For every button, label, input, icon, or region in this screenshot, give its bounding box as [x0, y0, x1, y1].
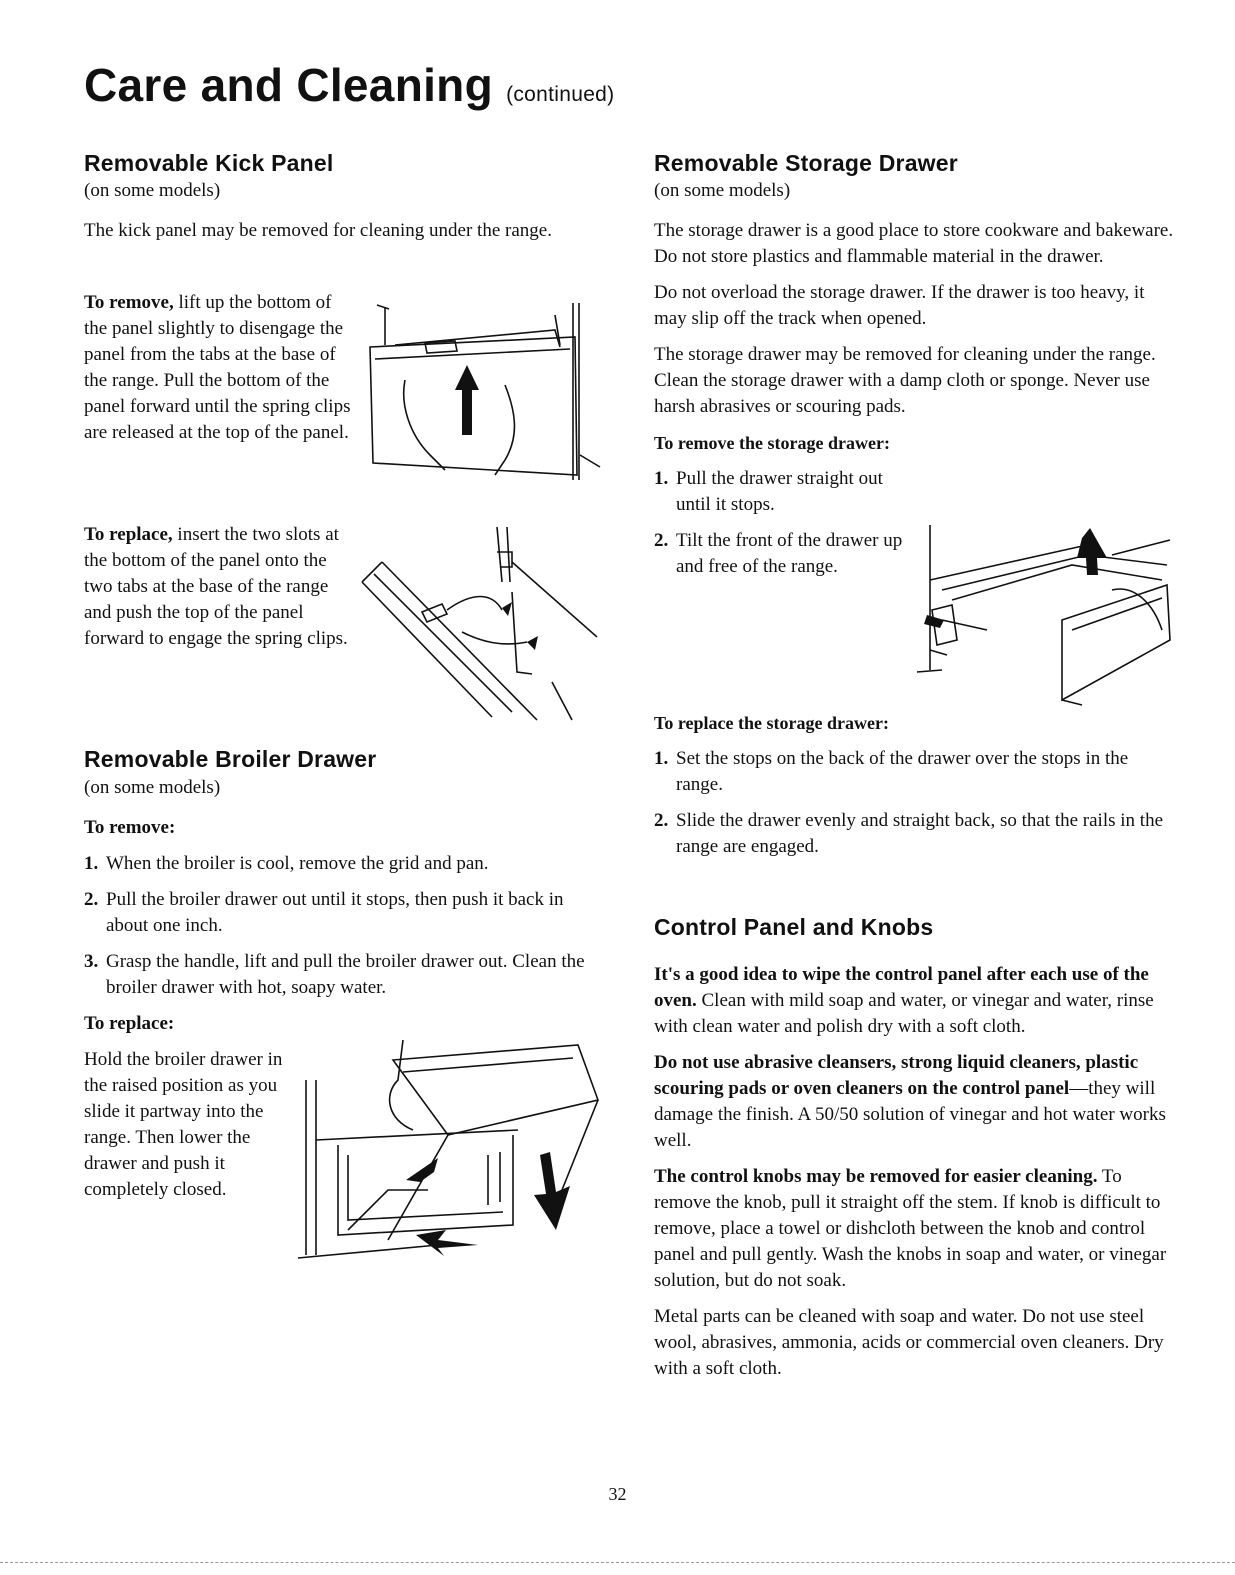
- storage-p3: The storage drawer may be removed for cleaning under the range. Clean the storage drawer with a damp cloth or sponge. Never use harsh abrasives or scouring pads.: [654, 344, 1156, 417]
- kick-panel-remove: [84, 290, 356, 456]
- kick-replace-lead: To replace,: [84, 524, 173, 545]
- list-item: 2. Slide the drawer evenly and straight back, so that the rails in the range are engaged.: [654, 810, 1163, 857]
- kick-remove-text: lift up the bottom of the panel slightly to disengage the panel from the tabs at the base of the range. Pull the bottom of the panel forward until the spring clips are released at the top of the panel.: [84, 292, 351, 443]
- list-item: 1. Pull the drawer straight out until it stops.: [654, 468, 883, 515]
- list-item: 2. Tilt the front of the drawer up and free of the range.: [654, 530, 903, 577]
- storage-replace-lead: To replace the storage drawer:: [654, 713, 889, 733]
- kick-remove-lead: To remove,: [84, 292, 174, 313]
- control-p2-lead: Do not use abrasive cleansers, strong liquid cleaners, plastic scouring pads or oven cleaners on the control panel: [654, 1052, 1139, 1099]
- broiler-sub: (on some models): [84, 777, 221, 798]
- list-item: 1. When the broiler is cool, remove the grid and pan.: [84, 853, 489, 874]
- storage-remove-steps: [654, 466, 914, 580]
- storage-p2: Do not overload the storage drawer. If the drawer is too heavy, it may slip off the track when opened.: [654, 282, 1145, 329]
- page-title-text: Care and Cleaning: [84, 59, 493, 111]
- kick-panel-replace: [84, 522, 356, 662]
- list-item: 3. Grasp the handle, lift and pull the broiler drawer out. Clean the broiler drawer with hot, soapy water.: [84, 951, 585, 998]
- kick-panel-sub: (on some models): [84, 180, 221, 201]
- control-p4: Metal parts can be cleaned with soap and water. Do not use steel wool, abrasives, ammonia, acids or commercial oven cleaners. Dry with a soft cloth.: [654, 1306, 1164, 1379]
- storage-remove-lead: To remove the storage drawer:: [654, 433, 890, 453]
- control-p2-text: —they will damage the finish. A 50/50 solution of vinegar and hot water works well.: [654, 1078, 1166, 1151]
- kick-panel-intro: The kick panel may be removed for cleaning under the range.: [84, 220, 552, 241]
- heading-control-panel: Control Panel and Knobs: [654, 914, 934, 940]
- kick-panel-replace-illustration: [352, 522, 612, 722]
- kick-replace-text: insert the two slots at the bottom of the panel onto the two tabs at the base of the range and push the top of the panel forward to engage the spring clips.: [84, 524, 348, 649]
- control-p1-text: Clean with mild soap and water, or vinegar and water, rinse with clean water and polish dry with a soft cloth.: [654, 990, 1154, 1037]
- control-p1-lead: It's a good idea to wipe the control panel after each use of the oven.: [654, 964, 1149, 1011]
- kick-panel-remove-illustration: [355, 285, 605, 495]
- bottom-divider: [0, 1562, 1235, 1563]
- storage-replace-section: [654, 710, 1179, 870]
- control-p3-lead: The control knobs may be removed for easier cleaning.: [654, 1166, 1098, 1187]
- heading-storage-drawer: Removable Storage Drawer: [654, 150, 958, 176]
- heading-kick-panel: Removable Kick Panel: [84, 150, 334, 176]
- broiler-replace-text: Hold the broiler drawer in the raised position as you slide it partway into the range. Then lower the drawer and push it completely closed.: [84, 1049, 283, 1200]
- control-p3-text: To remove the knob, pull it straight off the stem. If knob is difficult to remove, place a towel or dishcloth between the knob and control panel and pull gently. Wash the knobs in soap and water, or vinegar solution, but do not soak.: [654, 1166, 1167, 1291]
- kick-panel-section: [84, 178, 604, 254]
- broiler-replace-lead: To replace:: [84, 1013, 175, 1034]
- storage-sub: (on some models): [654, 180, 791, 201]
- list-item: 2. Pull the broiler drawer out until it stops, then push it back in about one inch.: [84, 889, 564, 936]
- page-title-continued: (continued): [506, 83, 615, 106]
- broiler-remove-lead: To remove:: [84, 817, 176, 838]
- storage-replace-steps: [654, 746, 1179, 860]
- storage-drawer-illustration: [912, 520, 1182, 710]
- control-panel-section: [654, 962, 1182, 1392]
- broiler-remove-steps: [84, 851, 604, 1001]
- heading-broiler-drawer: Removable Broiler Drawer: [84, 746, 377, 772]
- list-item: 1. Set the stops on the back of the drawer over the stops in the range.: [654, 748, 1129, 795]
- broiler-drawer-illustration: [288, 1040, 608, 1270]
- page-title: [84, 58, 614, 112]
- page-number: 32: [608, 1484, 627, 1504]
- storage-p1: The storage drawer is a good place to store cookware and bakeware. Do not store plastics and flammable material in the drawer.: [654, 220, 1174, 267]
